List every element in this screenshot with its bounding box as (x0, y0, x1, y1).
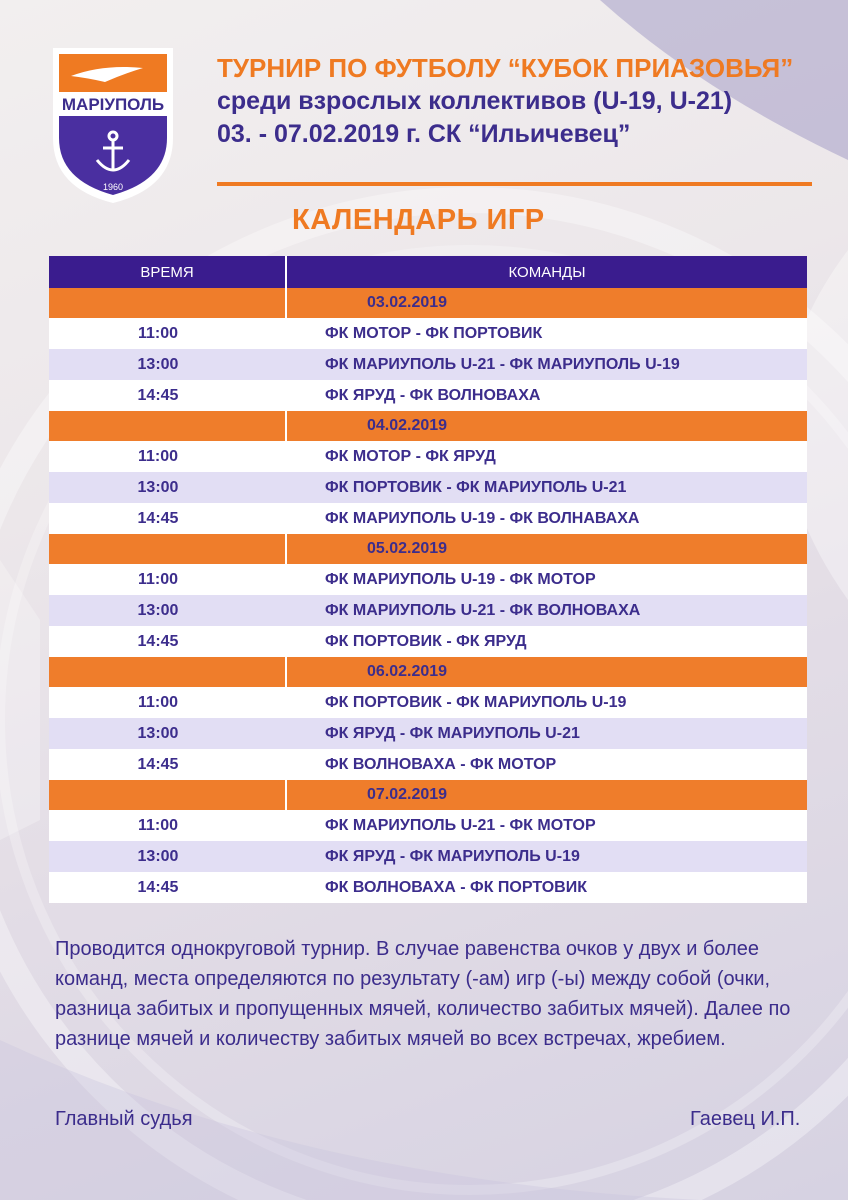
tournament-rules: Проводится однокруговой турнир. В случае равенства очков у двух и более команд, места определяются по результату (-ам) игр (-ы) между собой (очки, разница забитых и пропущенных мячей, количество забитых мячей). Далее по разнице мячей и количеству забитых мячей во всех встречах, жребием. (55, 938, 791, 1050)
match-time: 14:45 (137, 755, 179, 773)
match-row (49, 687, 807, 718)
match-time: 14:45 (137, 509, 179, 527)
match-time: 13:00 (137, 478, 179, 496)
date-row (49, 534, 807, 564)
date-row (49, 780, 807, 810)
match-teams: ФК МОТОР - ФК ПОРТОВИК (325, 324, 543, 342)
match-row (49, 626, 807, 657)
calendar-title: КАЛЕНДАРЬ ИГР (292, 204, 545, 236)
match-time: 14:45 (137, 632, 179, 650)
match-teams: ФК ЯРУД - ФК МАРИУПОЛЬ U-19 (325, 847, 580, 865)
tournament-subtitle: среди взрослых коллективов (U-19, U-21) (217, 87, 733, 115)
match-row (49, 595, 807, 626)
header (217, 52, 817, 151)
match-teams: ФК МАРИУПОЛЬ U-19 - ФК ВОЛНАВАХА (325, 509, 640, 527)
header-divider (217, 182, 812, 186)
date-label: 04.02.2019 (367, 417, 448, 434)
match-teams: ФК ЯРУД - ФК ВОЛНОВАХА (325, 386, 541, 404)
date-label: 03.02.2019 (367, 294, 448, 311)
date-row (49, 657, 807, 687)
date-label: 07.02.2019 (367, 786, 448, 803)
column-header-teams: КОМАНДЫ (508, 263, 586, 281)
column-header-time: ВРЕМЯ (49, 256, 287, 288)
match-row (49, 349, 807, 380)
match-time: 14:45 (137, 386, 179, 404)
match-row (49, 318, 807, 349)
match-teams: ФК МАРИУПОЛЬ U-21 - ФК МАРИУПОЛЬ U-19 (325, 355, 680, 373)
schedule-table (49, 256, 807, 903)
date-label: 06.02.2019 (367, 663, 448, 680)
match-row (49, 472, 807, 503)
match-row (49, 503, 807, 534)
match-time: 13:00 (137, 724, 179, 742)
match-row (49, 380, 807, 411)
match-teams: ФК МОТОР - ФК ЯРУД (325, 447, 496, 465)
match-time: 11:00 (137, 693, 179, 711)
match-row (49, 872, 807, 903)
match-teams: ФК ВОЛНОВАХА - ФК МОТОР (325, 755, 557, 773)
match-teams: ФК ПОРТОВИК - ФК ЯРУД (325, 632, 527, 650)
tournament-title: ТУРНИР ПО ФУТБОЛУ “КУБОК ПРИАЗОВЬЯ” (217, 53, 794, 83)
match-teams: ФК ВОЛНОВАХА - ФК ПОРТОВИК (325, 878, 587, 896)
table-header (49, 256, 807, 288)
match-time: 13:00 (137, 355, 179, 373)
date-row (49, 411, 807, 441)
match-row (49, 718, 807, 749)
match-time: 11:00 (137, 447, 179, 465)
match-teams: ФК МАРИУПОЛЬ U-21 - ФК МОТОР (325, 816, 596, 834)
match-teams: ФК МАРИУПОЛЬ U-19 - ФК МОТОР (325, 570, 596, 588)
match-row (49, 564, 807, 595)
date-label: 05.02.2019 (367, 540, 448, 557)
match-teams: ФК МАРИУПОЛЬ U-21 - ФК ВОЛНОВАХА (325, 601, 641, 619)
match-teams: ФК ПОРТОВИК - ФК МАРИУПОЛЬ U-19 (325, 693, 627, 711)
club-logo (43, 38, 183, 208)
tournament-dates: 03. - 07.02.2019 г. СК “Ильичевец” (217, 120, 631, 148)
match-row (49, 749, 807, 780)
chief-judge-label: Главный судья (55, 1108, 193, 1130)
svg-text:1960: 1960 (102, 182, 124, 192)
match-time: 11:00 (137, 570, 179, 588)
match-time: 13:00 (137, 601, 179, 619)
match-time: 11:00 (137, 324, 179, 342)
match-teams: ФК ПОРТОВИК - ФК МАРИУПОЛЬ U-21 (325, 478, 627, 496)
match-time: 13:00 (137, 847, 179, 865)
match-row (49, 810, 807, 841)
svg-text:МАРІУПОЛЬ: МАРІУПОЛЬ (61, 95, 165, 114)
match-row (49, 841, 807, 872)
match-time: 11:00 (137, 816, 179, 834)
chief-judge-name: Гаевец И.П. (690, 1108, 801, 1130)
match-time: 14:45 (137, 878, 179, 896)
match-row (49, 441, 807, 472)
date-row (49, 288, 807, 318)
match-teams: ФК ЯРУД - ФК МАРИУПОЛЬ U-21 (325, 724, 580, 742)
